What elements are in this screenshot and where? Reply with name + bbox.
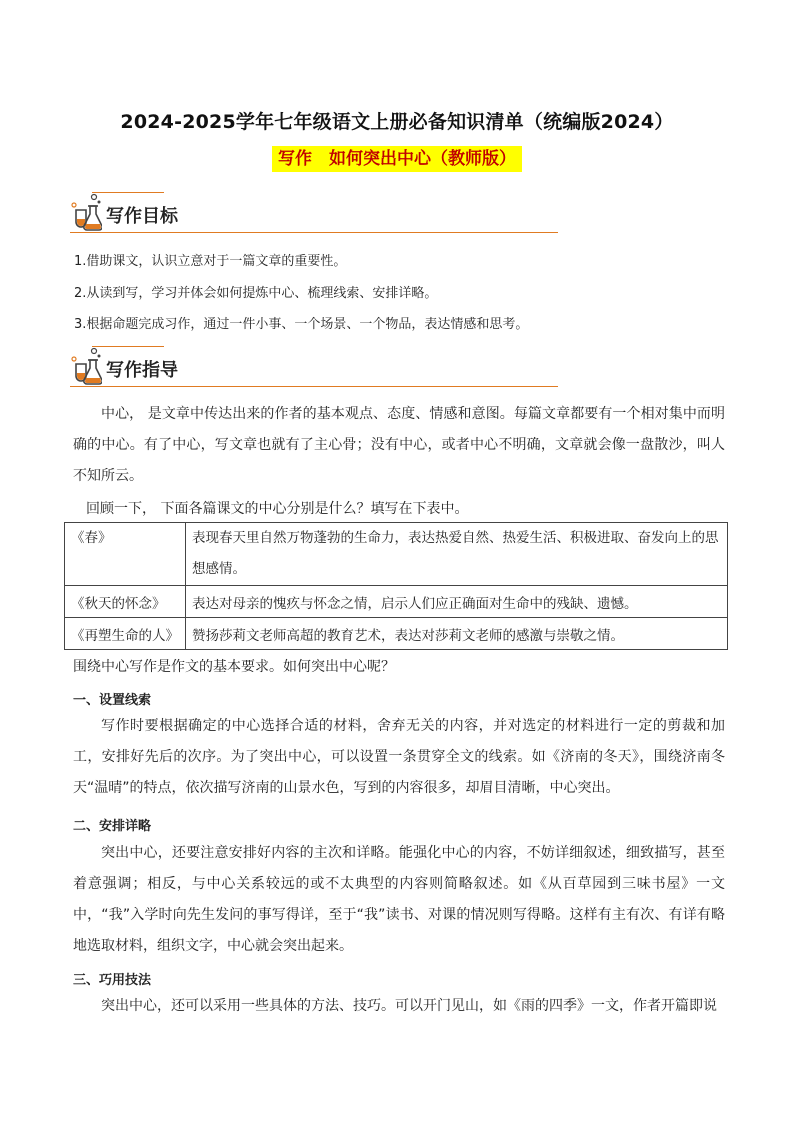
subtitle-wrap [0, 146, 794, 172]
document-subtitle: 写作 如何突出中心（教师版） [272, 146, 522, 172]
document-title: 2024-2025学年七年级语文上册必备知识清单（统编版2024） [120, 111, 674, 133]
section-title-guidance: 写作指导 [106, 360, 178, 381]
section-top-rule [92, 192, 164, 193]
section-divider [70, 386, 558, 387]
section-divider [70, 232, 558, 233]
center-summary-table [64, 522, 728, 650]
table-row [65, 618, 728, 650]
table-row [65, 523, 728, 586]
intro-paragraph: 中心， 是文章中传达出来的作者的基本观点、态度、情感和意图。每篇文章都要有一个相对集中而明确的中心。有了中心，写文章也就有了主心骨；没有中心，或者中心不明确，文章就会像一盘散沙，叫人不知所云。 [73, 406, 725, 484]
table-cell-center: 表达对母亲的愧疚与怀念之情，启示人们应正确面对生命中的残缺、遗憾。 [186, 586, 728, 618]
section-title-goals: 写作目标 [106, 206, 178, 227]
method-question: 围绕中心写作是作文的基本要求。如何突出中心呢？ [73, 659, 395, 675]
goal-item-1: 1.借助课文，认识立意对于一篇文章的重要性。 [74, 254, 347, 269]
table-row [65, 586, 728, 618]
method-text-1: 写作时要根据确定的中心选择合适的材料，舍弃无关的内容，并对选定的材料进行一定的剪裁和加工，安排好先后的次序。为了突出中心，可以设置一条贯穿全文的线索。如《济南的冬天》，围绕济南冬天“温晴”的特点，依次描写济南的山景水色，写到的内容很多，却眉目清晰，中心突出。 [73, 718, 725, 796]
section-top-rule [92, 346, 164, 347]
method-heading-3: 三、巧用技法 [73, 973, 152, 988]
table-cell-center: 表现春天里自然万物蓬勃的生命力，表达热爱自然、热爱生活、积极进取、奋发向上的思想感情。 [186, 523, 728, 586]
table-cell-work: 《再塑生命的人》 [65, 618, 186, 650]
goal-item-2: 2.从读到写，学习并体会如何提炼中心、梳理线索、安排详略。 [74, 286, 438, 301]
method-heading-1: 一、设置线索 [73, 693, 152, 708]
table-cell-work: 《春》 [65, 523, 186, 586]
method-text-2: 突出中心，还要注意安排好内容的主次和详略。能强化中心的内容，不妨详细叙述，细致描写，甚至着意强调；相反，与中心关系较远的或不太典型的内容则简略叙述。如《从百草园到三味书屋》一文中，“我”入学时向先生发问的事写得详，至于“我”读书、对课的情况则写得略。这样有主有次、有详有略地选取材料，组织文字，中心就会突出起来。 [73, 845, 725, 954]
table-prompt: 回顾一下， 下面各篇课文的中心分别是什么？填写在下表中。 [86, 501, 469, 517]
method-text-3: 突出中心，还可以采用一些具体的方法、技巧。可以开门见山，如《雨的四季》一文，作者开篇即说 [101, 998, 717, 1014]
section-header-goals [70, 192, 560, 238]
method-heading-2: 二、安排详略 [73, 819, 152, 834]
lab-flask-icon [70, 346, 102, 386]
table-cell-work: 《秋天的怀念》 [65, 586, 186, 618]
lab-flask-icon [70, 192, 102, 232]
table-cell-center: 赞扬莎莉文老师高超的教育艺术，表达对莎莉文老师的感激与崇敬之情。 [186, 618, 728, 650]
goal-item-3: 3.根据命题完成习作，通过一件小事、一个场景、一个物品，表达情感和思考。 [74, 317, 529, 332]
section-header-guidance [70, 346, 560, 392]
